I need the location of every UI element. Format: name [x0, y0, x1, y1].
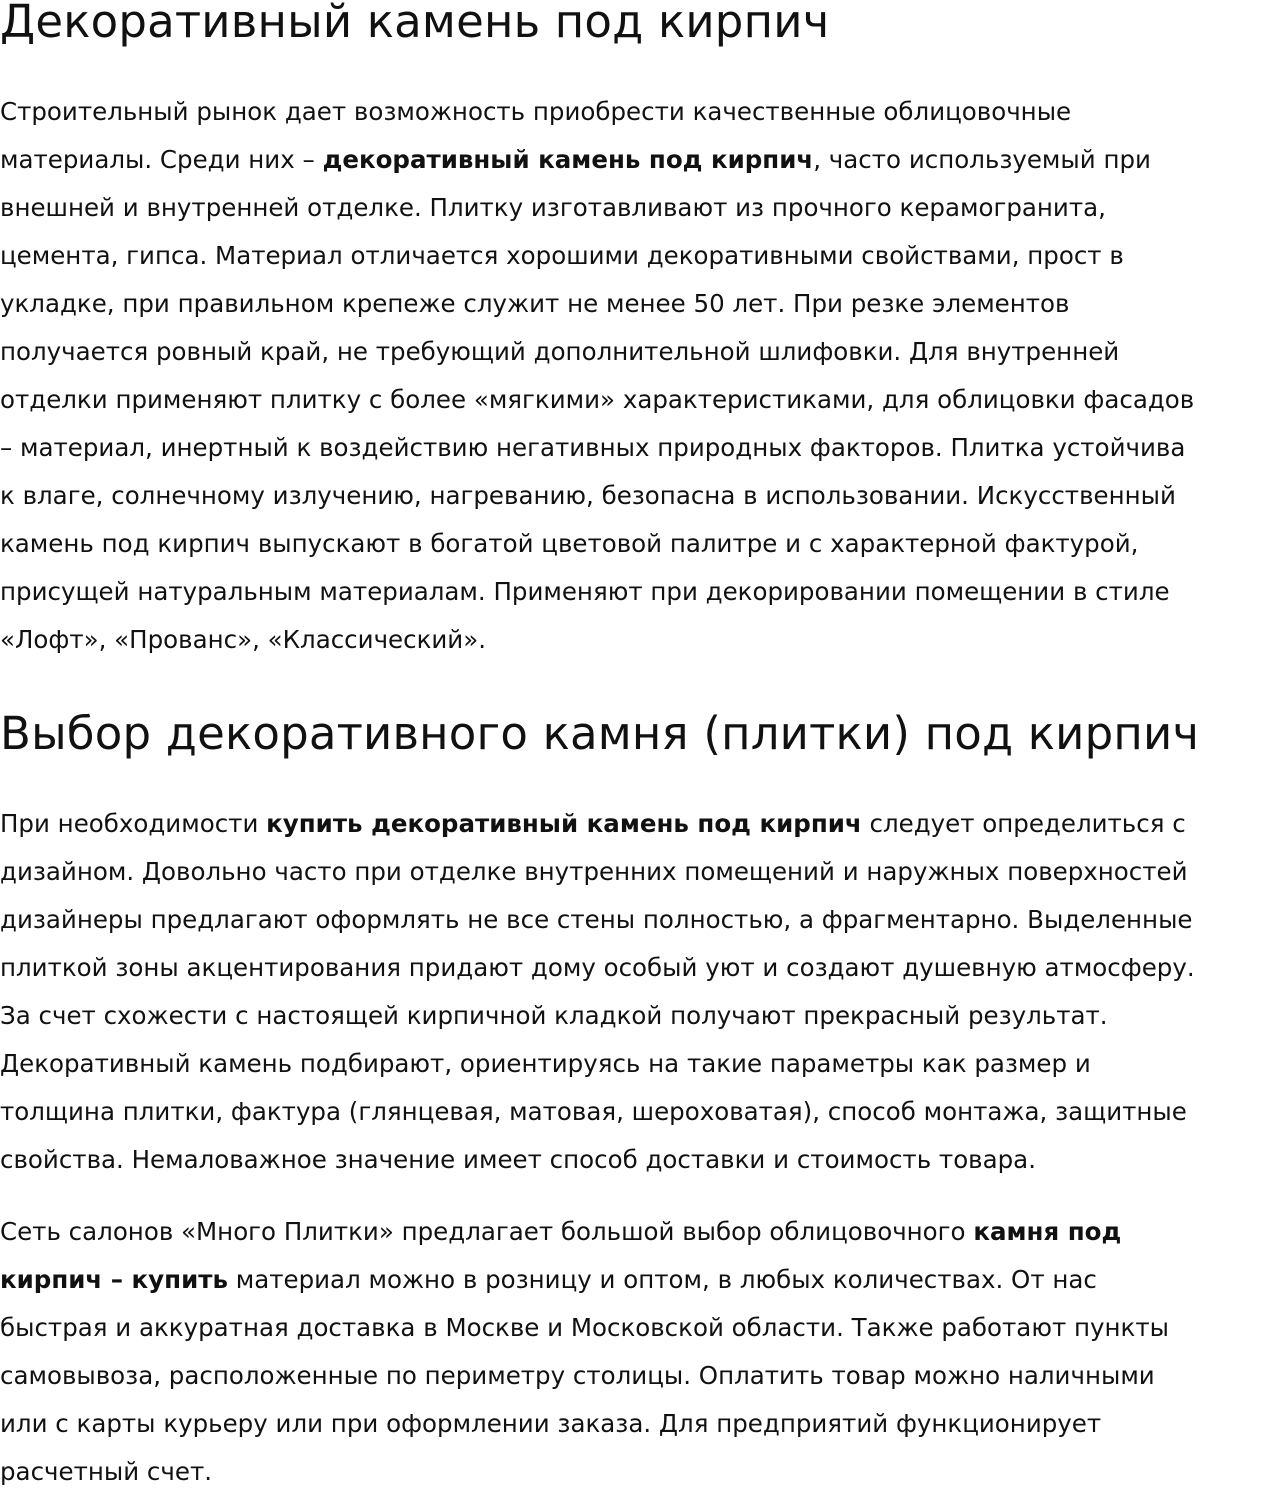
text-line: камень под кирпич выпускают в богатой цветовой палитре и с характерной фактурой, [0, 529, 1139, 558]
text-line: к влаге, солнечному излучению, нагреванию, безопасна в использовании. Искусственный [0, 481, 1176, 510]
text-line: При необходимости [0, 809, 267, 838]
text-line: отделки применяют плитку с более «мягкими» характеристиками, для облицовки фасадов [0, 385, 1195, 414]
choice-paragraph [0, 800, 1270, 1184]
text-line: дизайнеры предлагают оформлять не все стены полностью, а фрагментарно. Выделенные [0, 905, 1193, 934]
text-line: За счет схожести с настоящей кирпичной кладкой получают прекрасный результат. [0, 1001, 1108, 1030]
text-line: следует определиться с [861, 809, 1186, 838]
intro-paragraph [0, 88, 1270, 664]
text-line: свойства. Немаловажное значение имеет способ доставки и стоимость товара. [0, 1145, 1036, 1174]
text-line: , часто используемый при [813, 145, 1151, 174]
text-line: материалы. Среди них – [0, 145, 323, 174]
store-paragraph [0, 1208, 1270, 1496]
section-title-decorative-stone: Декоративный камень под кирпич [0, 0, 830, 48]
bold-keyword: купить декоративный камень под кирпич [266, 809, 862, 838]
text-line: толщина плитки, фактура (глянцевая, матовая, шероховатая), способ монтажа, защитные [0, 1097, 1187, 1126]
text-line: цемента, гипса. Материал отличается хорошими декоративными свойствами, прост в [0, 241, 1124, 270]
text-line: быстрая и аккуратная доставка в Москве и Московской области. Также работают пункты [0, 1313, 1169, 1342]
text-line: получается ровный край, не требующий дополнительной шлифовки. Для внутренней [0, 337, 1120, 366]
bold-keyword: кирпич – купить [0, 1265, 228, 1294]
text-line: «Лофт», «Прованс», «Классический». [0, 625, 487, 654]
text-line: внешней и внутренней отделке. Плитку изготавливают из прочного керамогранита, [0, 193, 1106, 222]
text-line: укладке, при правильном крепеже служит не менее 50 лет. При резке элементов [0, 289, 1070, 318]
text-line: – материал, инертный к воздействию негативных природных факторов. Плитка устойчива [0, 433, 1186, 462]
text-line: Декоративный камень подбирают, ориентируясь на такие параметры как размер и [0, 1049, 1091, 1078]
bold-keyword: камня под [973, 1217, 1122, 1246]
text-line: дизайном. Довольно часто при отделке внутренних помещений и наружных поверхностей [0, 857, 1188, 886]
text-line: присущей натуральным материалам. Применяют при декорировании помещении в стиле [0, 577, 1170, 606]
text-line: самовывоза, расположенные по периметру столицы. Оплатить товар можно наличными [0, 1361, 1155, 1390]
text-line: или с карты курьеру или при оформлении заказа. Для предприятий функционирует [0, 1409, 1102, 1438]
text-line: плиткой зоны акцентирования придают дому особый уют и создают душевную атмосферу. [0, 953, 1195, 982]
text-line: Строительный рынок дает возможность приобрести качественные облицовочные [0, 97, 1072, 126]
text-line: материал можно в розницу и оптом, в любых количествах. От нас [227, 1265, 1097, 1294]
text-line: расчетный счет. [0, 1457, 213, 1486]
text-line: Сеть салонов «Много Плитки» предлагает большой выбор облицовочного [0, 1217, 974, 1246]
bold-keyword: декоративный камень под кирпич [322, 145, 814, 174]
section-title-stone-choice: Выбор декоративного камня (плитки) под кирпич [0, 707, 1200, 760]
